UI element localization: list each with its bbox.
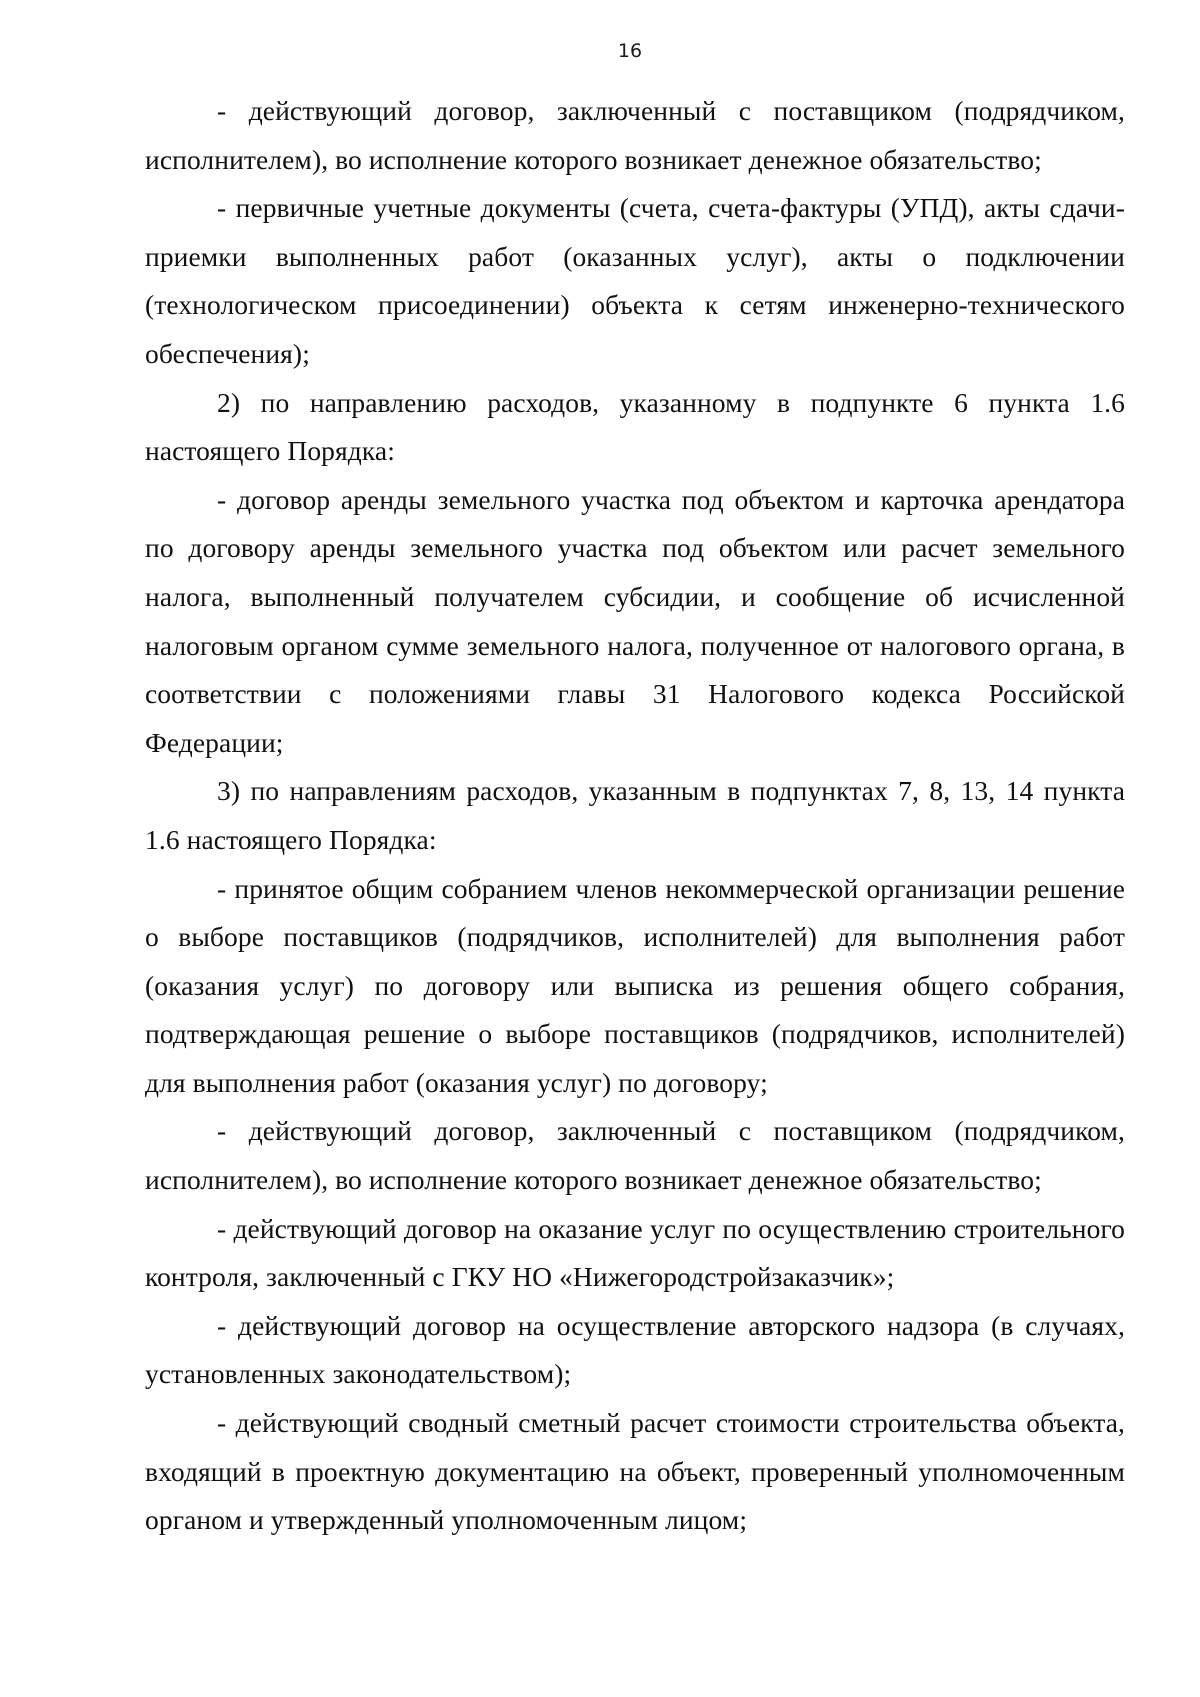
- paragraph-8: - действующий договор на оказание услуг по осуществлению строительного контроля, заключенный с ГКУ НО «Нижегородстройзаказчик»;: [145, 1212, 1125, 1293]
- paragraph-6: - принятое общим собранием членов некоммерческой организации решение о выборе поставщиков (подрядчиков, исполнителей) для выполнения работ (оказания услуг) по договору или выписка из решения общего собрания, подтверждающая решение о выборе поставщиков (подрядчиков, исполнителей) для выполнения работ (оказания услуг) по договору;: [145, 872, 1125, 1098]
- paragraph-4: - договор аренды земельного участка под объектом и карточка арендатора по договору аренды земельного участка под объектом или расчет земельного налога, выполненный получателем субсидии, и сообщение об исчисленной налоговым органом сумме земельного налога, полученное от налогового органа, в соответствии с положениями главы 31 Налогового кодекса Российской Федерации;: [145, 483, 1125, 758]
- paragraph-10: - действующий сводный сметный расчет стоимости строительства объекта, входящий в проектную документацию на объект, проверенный уполномоченным органом и утвержденный уполномоченным лицом;: [145, 1407, 1125, 1536]
- document-body: [145, 87, 1125, 1545]
- paragraph-1: - действующий договор, заключенный с поставщиком (подрядчиком, исполнителем), во исполнение которого возникает денежное обязательство;: [145, 95, 1125, 175]
- paragraph-2: - первичные учетные документы (счета, счета-фактуры (УПД), акты сдачи-приемки выполненных работ (оказанных услуг), акты о подключении (технологическом присоединении) объекта к сетям инженерно-технического обеспечения);: [145, 192, 1125, 369]
- paragraph-9: - действующий договор на осуществление авторского надзора (в случаях, установленных законодательством);: [145, 1309, 1125, 1390]
- paragraph-3: 2) по направлению расходов, указанному в подпункте 6 пункта 1.6 настоящего Порядка:: [145, 386, 1125, 467]
- paragraph-7: - действующий договор, заключенный с поставщиком (подрядчиком, исполнителем), во исполнение которого возникает денежное обязательство;: [145, 1115, 1125, 1196]
- page-number: 16: [617, 40, 643, 62]
- paragraph-5: 3) по направлениям расходов, указанным в подпунктах 7, 8, 13, 14 пункта 1.6 настоящего Порядка:: [145, 775, 1125, 855]
